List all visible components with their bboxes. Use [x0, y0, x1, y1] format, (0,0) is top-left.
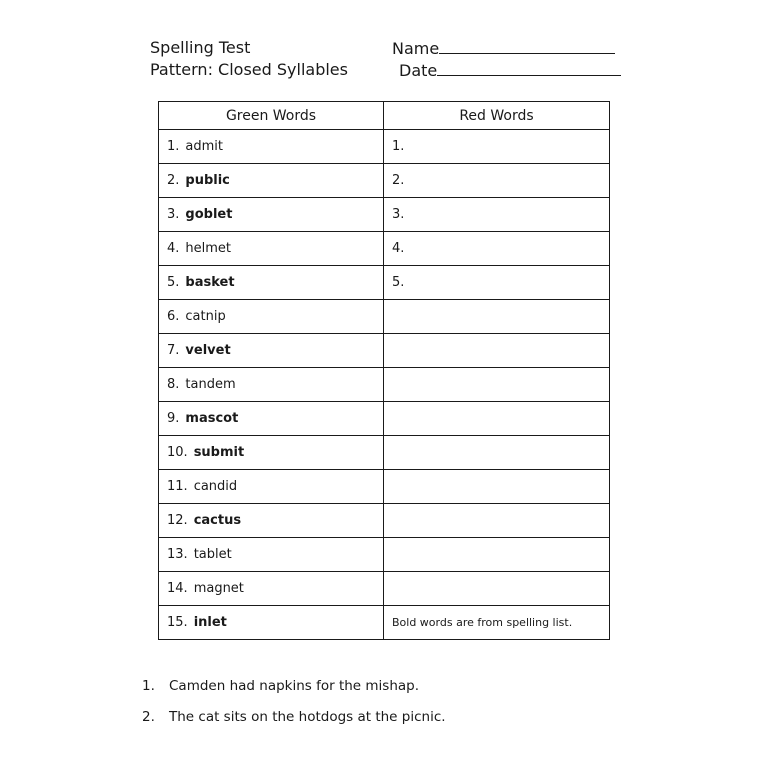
table-row [159, 266, 610, 300]
red-word-cell [384, 402, 610, 436]
red-word-cell [384, 538, 610, 572]
word-number: 15. [167, 615, 188, 630]
green-word: cactus [193, 513, 242, 528]
green-word: tablet [193, 547, 232, 562]
table-row [159, 198, 610, 232]
word-number: 4. [167, 241, 180, 256]
red-word-number: 5. [392, 275, 405, 290]
table-row [159, 232, 610, 266]
red-word-cell [384, 334, 610, 368]
word-number: 5. [167, 275, 180, 290]
green-word-cell [159, 266, 384, 300]
green-word-cell [159, 130, 384, 164]
word-number: 10. [167, 445, 188, 460]
table-row [159, 606, 610, 640]
green-word-cell [159, 538, 384, 572]
green-word-cell [159, 436, 384, 470]
green-word: helmet [185, 241, 232, 256]
date-blank-line [437, 60, 621, 76]
red-word-cell [384, 504, 610, 538]
green-word-cell [159, 606, 384, 640]
sentence-list [142, 676, 446, 738]
word-number: 7. [167, 343, 180, 358]
sentence-text: Camden had napkins for the mishap. [169, 678, 420, 694]
table-row [159, 130, 610, 164]
table-row [159, 572, 610, 606]
red-word-number: 1. [392, 139, 405, 154]
name-blank-line [439, 38, 615, 54]
green-word-cell [159, 334, 384, 368]
red-word-number: 4. [392, 241, 405, 256]
word-number: 13. [167, 547, 188, 562]
red-word-cell [384, 232, 610, 266]
word-number: 9. [167, 411, 180, 426]
green-word: candid [193, 479, 238, 494]
green-word: mascot [185, 411, 239, 426]
red-word-cell [384, 368, 610, 402]
green-word-cell [159, 402, 384, 436]
red-word-number: 3. [392, 207, 405, 222]
green-word: submit [193, 445, 245, 460]
green-word-cell [159, 164, 384, 198]
table-row [159, 402, 610, 436]
table-row [159, 504, 610, 538]
green-word-cell [159, 572, 384, 606]
word-number: 2. [167, 173, 180, 188]
red-word-cell [384, 572, 610, 606]
test-title: Spelling Test [150, 38, 251, 57]
table-row [159, 368, 610, 402]
table-row [159, 334, 610, 368]
red-word-cell [384, 436, 610, 470]
word-number: 12. [167, 513, 188, 528]
green-word: basket [185, 275, 235, 290]
green-words-header: Green Words [159, 102, 384, 130]
green-word-cell [159, 504, 384, 538]
red-word-cell [384, 198, 610, 232]
word-table [158, 101, 610, 640]
green-word: admit [185, 139, 223, 154]
green-word-cell [159, 470, 384, 504]
sentence-item [142, 676, 446, 696]
green-word: goblet [185, 207, 233, 222]
date-label: Date [399, 61, 438, 80]
red-word-cell [384, 470, 610, 504]
word-number: 1. [167, 139, 180, 154]
word-number: 3. [167, 207, 180, 222]
red-word-cell [384, 300, 610, 334]
green-word-cell [159, 368, 384, 402]
table-row [159, 300, 610, 334]
green-word-cell [159, 198, 384, 232]
green-word: velvet [185, 343, 231, 358]
table-row [159, 164, 610, 198]
word-number: 14. [167, 581, 188, 596]
sentence-number: 1. [142, 678, 155, 694]
word-number: 6. [167, 309, 180, 324]
sentence-text: The cat sits on the hotdogs at the picnic. [169, 709, 446, 725]
red-words-header: Red Words [384, 102, 610, 130]
green-word-cell [159, 300, 384, 334]
name-label: Name [392, 39, 440, 58]
red-word-cell [384, 606, 610, 640]
name-field [392, 38, 615, 59]
sentence-item [142, 707, 446, 727]
date-field [399, 60, 621, 81]
table-row [159, 436, 610, 470]
table-row [159, 470, 610, 504]
green-word: inlet [193, 615, 227, 630]
red-word-cell [384, 130, 610, 164]
word-number: 11. [167, 479, 188, 494]
sentence-number: 2. [142, 709, 155, 725]
pattern-label: Pattern: Closed Syllables [150, 60, 348, 79]
green-word-cell [159, 232, 384, 266]
bold-words-note: Bold words are from spelling list. [392, 616, 573, 629]
word-number: 8. [167, 377, 180, 392]
red-word-cell [384, 164, 610, 198]
green-word: magnet [193, 581, 244, 596]
red-word-number: 2. [392, 173, 405, 188]
green-word: public [185, 173, 230, 188]
red-word-cell [384, 266, 610, 300]
green-word: tandem [185, 377, 236, 392]
green-word: catnip [185, 309, 226, 324]
table-row [159, 538, 610, 572]
